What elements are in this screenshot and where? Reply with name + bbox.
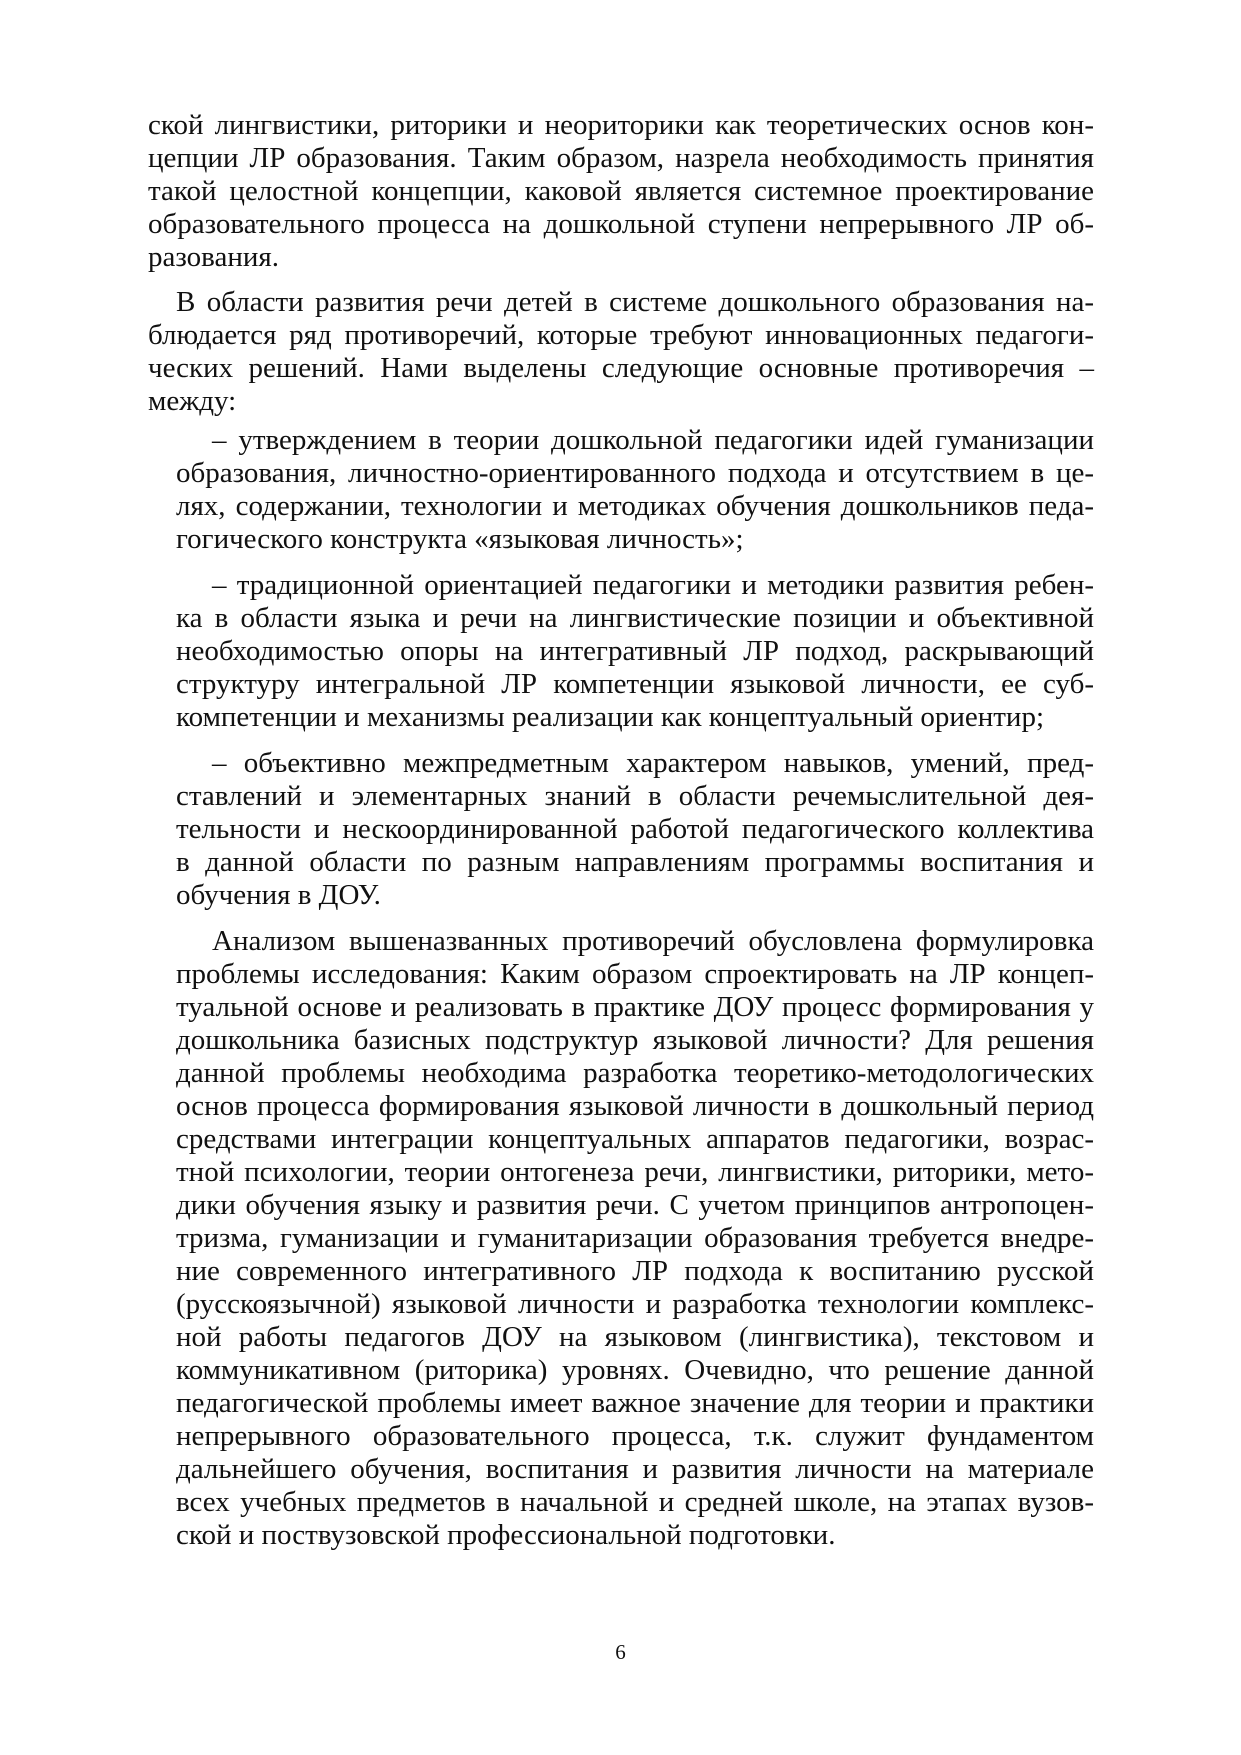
text-line: В области развития речи детей в системе дошкольного образования на- — [176, 286, 1094, 318]
text-line: цепции ЛР образования. Таким образом, назрела необходимость принятия — [148, 142, 1094, 174]
text-line: туальной основе и реализовать в практике ДОУ процесс формирования у — [176, 991, 1094, 1023]
text-line: данной проблемы необходима разработка теоретико-методологических — [176, 1057, 1094, 1089]
list-item-line: лях, содержании, технологии и методиках обучения дошкольников педа- — [176, 490, 1094, 522]
list-item-line: – утверждением в теории дошкольной педагогики идей гуманизации — [212, 424, 1094, 456]
text-line: проблемы исследования: Каким образом спроектировать на ЛР концеп- — [176, 958, 1094, 990]
text-line: ние современного интегративного ЛР подхода к воспитанию русской — [176, 1255, 1094, 1287]
list-item-line: образования, личностно-ориентированного подхода и отсутствием в це- — [176, 457, 1094, 489]
text-line: между: — [148, 385, 237, 417]
text-line: тной психологии, теории онтогенеза речи, лингвистики, риторики, мето- — [176, 1156, 1094, 1188]
text-line: тризма, гуманизации и гуманитаризации образования требуется внедре- — [176, 1222, 1094, 1254]
text-line: разования. — [148, 241, 279, 273]
text-line: педагогической проблемы имеет важное значение для теории и практики — [176, 1387, 1094, 1419]
text-line: всех учебных предметов в начальной и средней школе, на этапах вузов- — [176, 1486, 1094, 1518]
text-line: средствами интеграции концептуальных аппаратов педагогики, возрас- — [176, 1123, 1094, 1155]
text-line: (русскоязычной) языковой личности и разработка технологии комплекс- — [176, 1288, 1094, 1320]
text-line: блюдается ряд противоречий, которые требуют инновационных педагоги- — [148, 319, 1094, 351]
text-line: дальнейшего обучения, воспитания и развития личности на материале — [176, 1453, 1094, 1485]
text-line: образовательного процесса на дошкольной ступени непрерывного ЛР об- — [148, 208, 1094, 240]
list-item-line: компетенции и механизмы реализации как концептуальный ориентир; — [176, 701, 1045, 733]
text-line: ской лингвистики, риторики и неориторики как теоретических основ кон- — [148, 109, 1094, 141]
text-line: непрерывного образовательного процесса, т.к. служит фундаментом — [176, 1420, 1094, 1452]
list-item-line: структуру интегральной ЛР компетенции языковой личности, ее суб- — [176, 668, 1094, 700]
text-line: основ процесса формирования языковой личности в дошкольный период — [176, 1090, 1094, 1122]
text-line: дошкольника базисных подструктур языковой личности? Для решения — [176, 1024, 1094, 1056]
text-line: такой целостной концепции, каковой является системное проектирование — [148, 175, 1094, 207]
list-item-line: в данной области по разным направлениям программы воспитания и — [176, 846, 1094, 878]
text-line: ной работы педагогов ДОУ на языковом (лингвистика), текстовом и — [176, 1321, 1094, 1353]
list-item-line: ка в области языка и речи на лингвистические позиции и объективной — [176, 602, 1094, 634]
text-line: Анализом вышеназванных противоречий обусловлена формулировка — [212, 925, 1094, 957]
text-line: коммуникативном (риторика) уровнях. Очевидно, что решение данной — [176, 1354, 1094, 1386]
text-line: ской и поствузовской профессиональной подготовки. — [176, 1519, 836, 1551]
list-item-line: ставлений и элементарных знаний в области речемыслительной дея- — [176, 780, 1094, 812]
text-line: дики обучения языку и развития речи. С учетом принципов антропоцен- — [176, 1189, 1094, 1221]
list-item-line: гогического конструкта «языковая личность»; — [176, 523, 744, 555]
text-line: ческих решений. Нами выделены следующие основные противоречия – — [148, 352, 1094, 384]
list-item-line: необходимостью опоры на интегративный ЛР подход, раскрывающий — [176, 635, 1094, 667]
list-item-line: – традиционной ориентацией педагогики и методики развития ребен- — [212, 569, 1094, 601]
page-number: 6 — [615, 1640, 626, 1664]
list-item-line: обучения в ДОУ. — [176, 879, 381, 911]
list-item-line: – объективно межпредметным характером навыков, умений, пред- — [212, 747, 1094, 779]
list-item-line: тельности и нескоординированной работой педагогического коллектива — [176, 813, 1094, 845]
